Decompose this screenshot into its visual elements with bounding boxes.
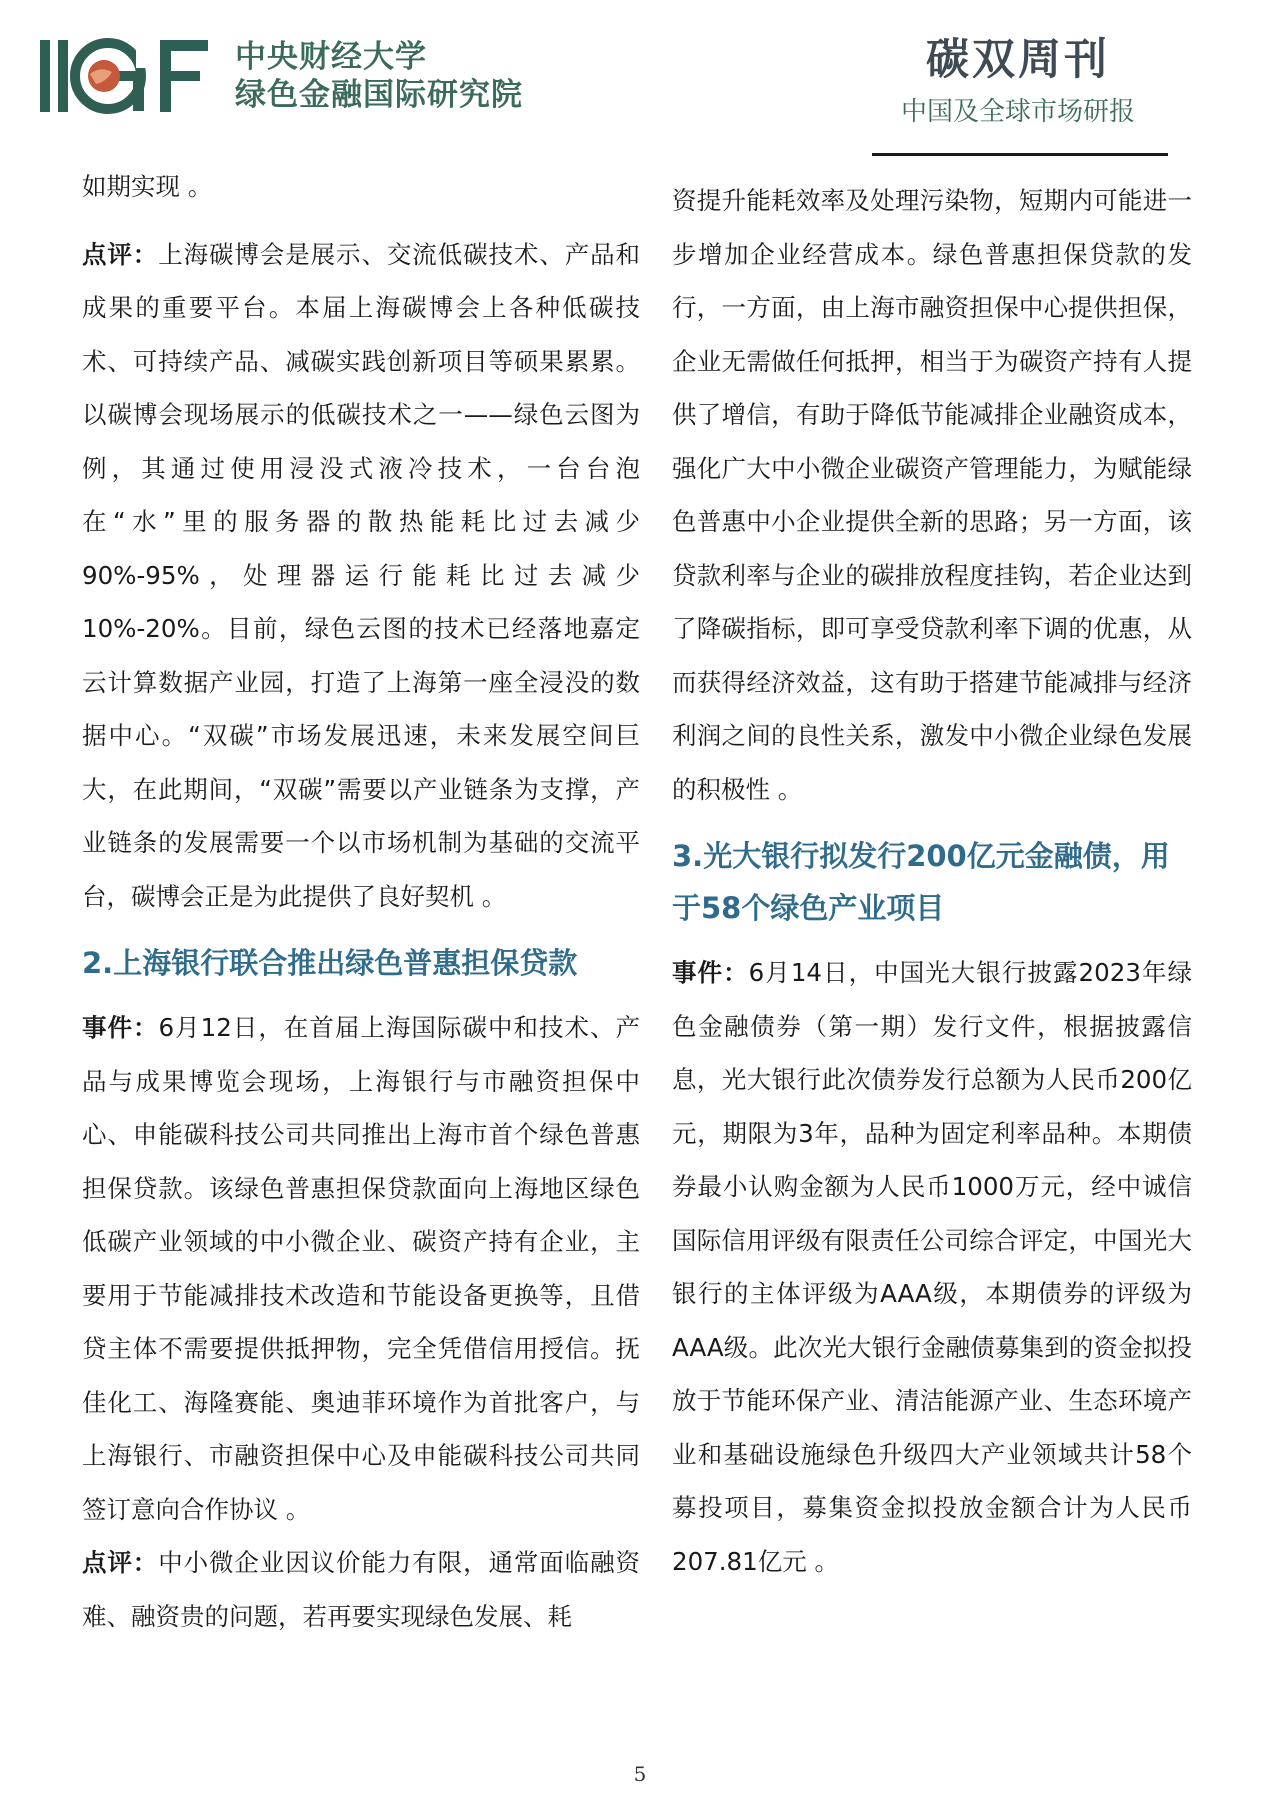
continued-comment-paragraph: 资提升能耗效率及处理污染物，短期内可能进一步增加企业经营成本。绿色普惠担保贷款的发行，一方面，由上海市融资担保中心提供担保，企业无需做任何抵押，相当于为碳资产持有人提供了增信，有助于降低节能减排企业融资成本，强化广大中小微企业碳资产管理能力，为赋能绿色普惠中小企业提供全新的思路；另一方面，该贷款利率与企业的碳排放程度挂钩，若企业达到了降碳指标，即可享受贷款利率下调的优惠，从而获得经济效益，这有助于搭建节能减排与经济利润之间的良性关系，激发中小微企业绿色发展的积极性 。 bbox=[672, 186, 1192, 804]
institution-name-line2: 绿色金融国际研究院 bbox=[235, 77, 523, 113]
left-column bbox=[82, 160, 640, 1643]
comment-label: 点评： bbox=[82, 239, 159, 269]
publication-title: 碳双周刊 bbox=[926, 35, 1110, 85]
institution-name-line1: 中央财经大学 bbox=[235, 39, 427, 75]
right-column bbox=[672, 174, 1192, 1602]
event-text: 6月14日，中国光大银行披露2023年绿色金融债券（第一期）发行文件，根据披露信息，光大银行此次债券发行总额为人民币200亿元，期限为3年，品种为固定利率品种。本期债券最小认购金额为人民币1000万元，经中诚信国际信用评级有限责任公司综合评定，中国光大银行的主体评级为AAA级，本期债券的评级为AAA级。此次光大银行金融债募集到的资金拟投放于节能环保产业、清洁能源产业、生态环境产业和基础设施绿色升级四大产业领域共计58个募投项目，募集资金拟投放金额合计为人民币207.81亿元 。 bbox=[672, 958, 1192, 1576]
event-paragraph-2 bbox=[82, 1001, 640, 1536]
iigf-logo bbox=[40, 38, 210, 116]
comment-paragraph-1 bbox=[82, 228, 640, 924]
section-heading-2: 2.上海银行联合推出绿色普惠担保贷款 bbox=[82, 946, 578, 980]
section-heading-3: 3.光大银行拟发行200亿元金融债，用于58个绿色产业项目 bbox=[672, 839, 1170, 925]
continued-paragraph: 如期实现 。 bbox=[82, 172, 213, 201]
comment-text: 中小微企业因议价能力有限，通常面临融资难、融资贵的问题，若再要实现绿色发展、耗 bbox=[82, 1548, 641, 1631]
page-number: 5 bbox=[633, 1762, 647, 1786]
publication-block bbox=[868, 30, 1168, 132]
comment-text: 上海碳博会是展示、交流低碳技术、产品和成果的重要平台。本届上海碳博会上各种低碳技术、可持续产品、减碳实践创新项目等硕果累累。以碳博会现场展示的低碳技术之一——绿色云图为例，其通过使用浸没式液冷技术，一台台泡在“水”里的服务器的散热能耗比过去减少90%-95%，处理器运行能耗比过去减少10%-20%。目前，绿色云图的技术已经落地嘉定云计算数据产业园，打造了上海第一座全浸没的数据中心。“双碳”市场发展迅速，未来发展空间巨大，在此期间，“双碳”需要以产业链条为支撑，产业链条的发展需要一个以市场机制为基础的交流平台，碳博会正是为此提供了良好契机 。 bbox=[82, 239, 641, 911]
event-label: 事件： bbox=[82, 1013, 159, 1042]
event-label: 事件： bbox=[672, 958, 749, 987]
comment-paragraph-2 bbox=[82, 1536, 640, 1643]
event-paragraph-3 bbox=[672, 946, 1192, 1588]
header-rule bbox=[872, 153, 1168, 156]
event-text: 6月12日，在首届上海国际碳中和技术、产品与成果博览会现场，上海银行与市融资担保中心、申能碳科技公司共同推出上海市首个绿色普惠担保贷款。该绿色普惠担保贷款面向上海地区绿色低碳产业领域的中小微企业、碳资产持有企业，主要用于节能减排技术改造和节能设备更换等，且借贷主体不需要提供抵押物，完全凭借信用授信。抚佳化工、海隆赛能、奥迪菲环境作为首批客户，与上海银行、市融资担保中心及申能碳科技公司共同签订意向合作协议 。 bbox=[82, 1013, 641, 1524]
comment-label: 点评： bbox=[82, 1548, 159, 1577]
institution-name bbox=[235, 38, 523, 114]
page-header bbox=[0, 0, 1280, 160]
publication-subtitle: 中国及全球市场研报 bbox=[900, 97, 1135, 127]
